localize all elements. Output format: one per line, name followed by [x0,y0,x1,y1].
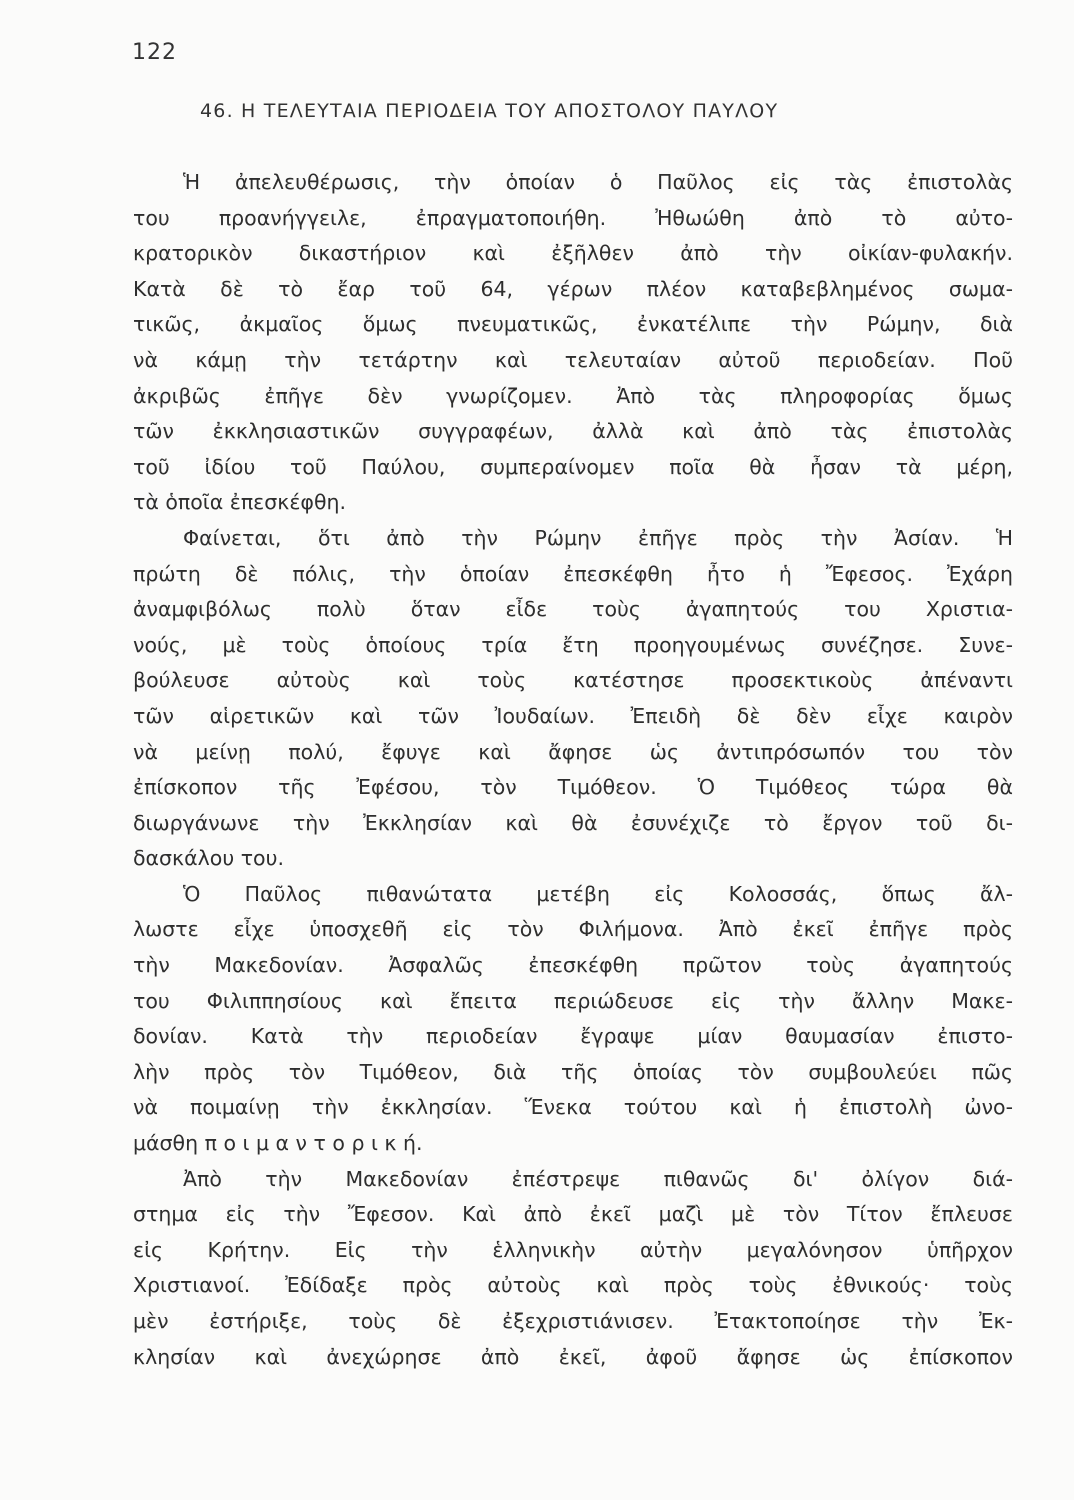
text-line: τὴν Μακεδονίαν. Ἀσφαλῶς ἐπεσκέφθη πρῶτον τοὺς ἀγαπητούς [133,953,1013,978]
text-line: στημα εἰς τὴν Ἔφεσον. Καὶ ἀπὸ ἐκεῖ μαζὶ μὲ τὸν Τίτον ἔπλευσε [133,1202,1013,1227]
text-line: τὰ ὁποῖα ἐπεσκέφθη. [133,490,346,515]
text-line: μὲν ἐστήριξε, τοὺς δὲ ἐξεχριστιάνισεν. Ἐτακτοποίησε τὴν Ἐκ- [133,1309,1013,1333]
text-line: πρώτη δὲ πόλις, τὴν ὁποίαν ἐπεσκέφθη ἦτο ἡ Ἔφεσος. Ἐχάρη [133,561,1013,586]
text-line: δασκάλου του. [133,846,284,871]
text-line: εἰς Κρήτην. Εἰς τὴν ἑλληνικὴν αὐτὴν μεγαλόνησον ὑπῆρχον [133,1237,1013,1262]
text-line: τῶν ἐκκλησιαστικῶν συγγραφέων, ἀλλὰ καὶ ἀπὸ τὰς ἐπιστολὰς [133,419,1013,444]
text-line: νούς, μὲ τοὺς ὁποίους τρία ἔτη προηγουμένως συνέζησε. Συνε- [133,632,1013,657]
text-line: τῶν αἱρετικῶν καὶ τῶν Ἰουδαίων. Ἐπειδὴ δὲ δὲν εἶχε καιρὸν [133,703,1013,728]
text-line: τοῦ ἰδίου τοῦ Παύλου, συμπεραίνομεν ποῖα θὰ ἦσαν τὰ μέρη, [133,454,1013,479]
text-line: διωργάνωνε τὴν Ἐκκλησίαν καὶ θὰ ἐσυνέχιζε τὸ ἔργον τοῦ δι- [133,810,1013,835]
text-line: δονίαν. Κατὰ τὴν περιοδείαν ἔγραψε μίαν θαυμασίαν ἐπιστο- [133,1024,1013,1049]
text-line: κλησίαν καὶ ἀνεχώρησε ἀπὸ ἐκεῖ, ἀφοῦ ἄφησε ὡς ἐπίσκοπον [133,1344,1013,1369]
text-line: του προανήγγειλε, ἐπραγματοποιήθη. Ἠθωώθη ἀπὸ τὸ αὐτο- [133,205,1013,230]
text-line: Ἀπὸ τὴν Μακεδονίαν ἐπέστρεψε πιθανῶς δι' ὀλίγον διά- [183,1166,1013,1191]
chapter-heading: 46. Η ΤΕΛΕΥΤΑΙΑ ΠΕΡΙΟΔΕΙΑ ΤΟΥ ΑΠΟΣΤΟΛΟΥ ΠΑΥΛΟΥ [200,100,779,122]
text-line: ἀναμφιβόλως πολὺ ὅταν εἶδε τοὺς ἀγαπητούς του Χριστια- [133,597,1013,622]
text-line: ἐπίσκοπον τῆς Ἐφέσου, τὸν Τιμόθεον. Ὁ Τιμόθεος τώρα θὰ [133,775,1013,800]
text-line: νὰ ποιμαίνῃ τὴν ἐκκλησίαν. Ἕνεκα τούτου καὶ ἡ ἐπιστολὴ ὠνο- [133,1095,1013,1120]
text-line: νὰ κάμῃ τὴν τετάρτην καὶ τελευταίαν αὐτοῦ περιοδείαν. Ποῦ [133,347,1013,372]
text-line: Χριστιανοί. Ἐδίδαξε πρὸς αὐτοὺς καὶ πρὸς τοὺς ἐθνικούς· τοὺς [133,1273,1013,1298]
text-line: λὴν πρὸς τὸν Τιμόθεον, διὰ τῆς ὁποίας τὸν συμβουλεύει πῶς [133,1059,1013,1084]
text-line: Ἡ ἀπελευθέρωσις, τὴν ὁποίαν ὁ Παῦλος εἰς τὰς ἐπιστολὰς [183,170,1013,194]
text-line: λωστε εἶχε ὑποσχεθῆ εἰς τὸν Φιλήμονα. Ἀπὸ ἐκεῖ ἐπῆγε πρὸς [133,917,1013,942]
text-line: τικῶς, ἀκμαῖος ὅμως πνευματικῶς, ἐνκατέλιπε τὴν Ρώμην, διὰ [133,312,1013,337]
text-line: νὰ μείνῃ πολύ, ἔφυγε καὶ ἄφησε ὡς ἀντιπρόσωπόν του τὸν [133,739,1013,764]
text-line: Φαίνεται, ὅτι ἀπὸ τὴν Ρώμην ἐπῆγε πρὸς τὴν Ἀσίαν. Ἡ [183,525,1013,550]
text-line: Κατὰ δὲ τὸ ἔαρ τοῦ 64, γέρων πλέον καταβεβλημένος σωμα- [133,276,1013,301]
body-text [133,165,1013,1375]
text-line: μάσθη π ο ι μ α ν τ ο ρ ι κ ή. [133,1131,423,1156]
page-number: 122 [132,40,177,65]
text-line: Ὁ Παῦλος πιθανώτατα μετέβη εἰς Κολοσσάς, ὅπως ἄλ- [183,881,1013,906]
text-line: βούλευσε αὐτοὺς καὶ τοὺς κατέστησε προσεκτικοὺς ἀπέναντι [133,668,1013,693]
text-line: ἀκριβῶς ἐπῆγε δὲν γνωρίζομεν. Ἀπὸ τὰς πληροφορίας ὅμως [133,383,1013,408]
text-line: κρατορικὸν δικαστήριον καὶ ἐξῆλθεν ἀπὸ τὴν οἰκίαν-φυλακήν. [133,241,1013,266]
text-line: του Φιλιππησίους καὶ ἔπειτα περιώδευσε εἰς τὴν ἄλλην Μακε- [133,988,1013,1013]
